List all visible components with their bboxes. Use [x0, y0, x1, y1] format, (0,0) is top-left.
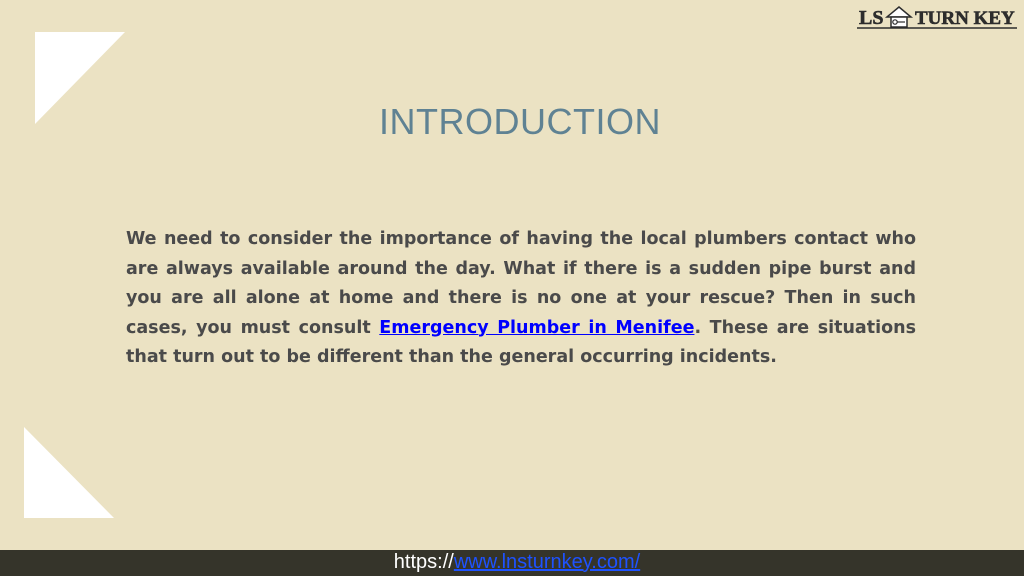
emergency-plumber-link[interactable]: Emergency Plumber in Menifee: [379, 317, 695, 338]
intro-paragraph: [126, 225, 916, 373]
ls-turnkey-logo: [857, 4, 1019, 32]
footer-url: [0, 551, 1024, 574]
website-link[interactable]: www.lnsturnkey.com/: [453, 551, 641, 573]
footer-url-prefix: https://: [393, 551, 454, 573]
svg-text:TURN KEY: TURN KEY: [915, 8, 1015, 29]
decorative-triangle-bottom: [24, 427, 114, 518]
svg-text:LS: LS: [859, 7, 884, 29]
intro-text-before: We need to consider the importance of having the local plumbers contact who are always available around the day. What if there is a sudden pipe burst and you are all alone at home and there is no one at your rescue? Then in such cases, you must consult: [126, 229, 916, 338]
house-icon: [887, 7, 911, 27]
slide-title: INTRODUCTION: [379, 101, 661, 142]
intro-text-after: . These are situations that turn out to be different than the general occurring incidents.: [126, 317, 916, 367]
